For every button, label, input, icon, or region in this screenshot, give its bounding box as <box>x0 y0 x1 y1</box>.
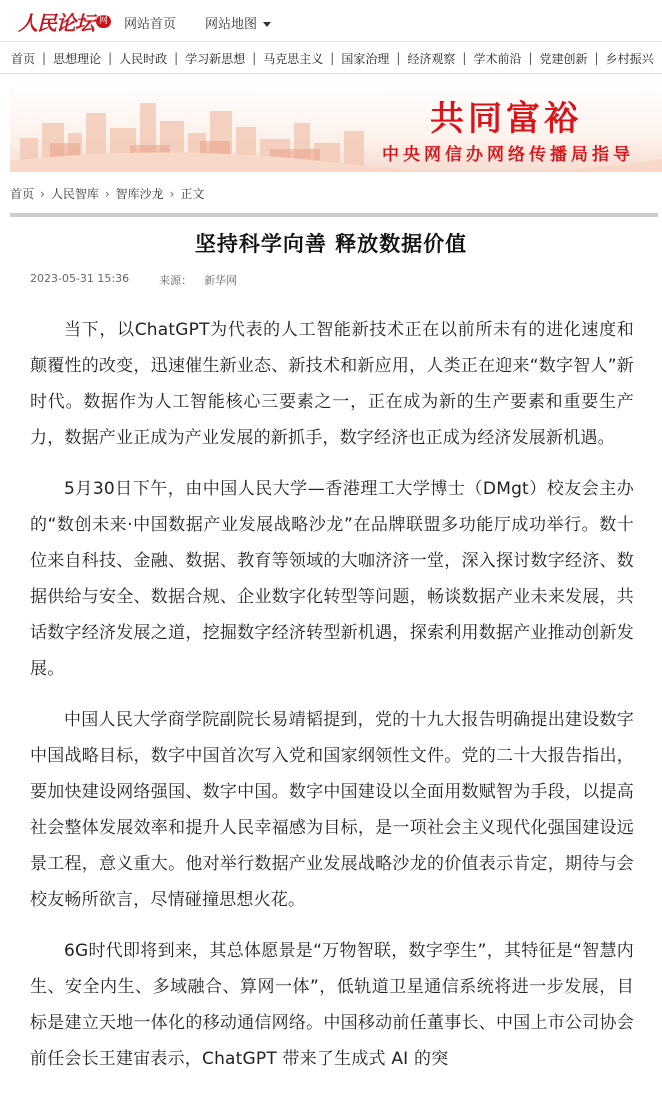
sitemap-link[interactable] <box>205 13 271 32</box>
source-label: 来源： <box>159 274 193 287</box>
site-logo[interactable] <box>18 9 111 33</box>
nav-item[interactable] <box>245 50 323 67</box>
nav-item-label[interactable]: 学术前沿 <box>473 51 522 66</box>
article-paragraph: 当下，以ChatGPT为代表的人工智能新技术正在以前所未有的进化速度和颠覆性的改变，迅速催生新业态、新技术和新应用，人类正在迎来“数字智人”新时代。数据作为人工智能核心三要素之一，正在成为新的生产要素和重要生产力，数据产业正成为产业发展的新抓手，数字经济也正成为经济发展新机遇。 <box>30 320 634 448</box>
site-home-link[interactable]: 网站首页 <box>124 17 177 32</box>
breadcrumb-item[interactable]: 人民智库 <box>50 187 99 201</box>
nav-item-label[interactable]: 学习新思想 <box>185 51 246 66</box>
main-nav <box>0 42 662 74</box>
nav-separator: | <box>528 51 533 65</box>
title-divider <box>10 213 658 217</box>
nav-separator: | <box>174 51 179 65</box>
nav-separator: | <box>108 51 113 65</box>
top-bar <box>0 0 662 42</box>
nav-item[interactable] <box>389 50 455 67</box>
nav-item[interactable] <box>521 50 587 67</box>
article-paragraph: 6G时代即将到来，其总体愿景是“万物智联，数字孪生”，其特征是“智慧内生、安全内生、多域融合、算网一体”，低轨道卫星通信系统将进一步发展，目标是建立天地一体化的移动通信网络。中国移动前任董事长、中国上市公司协会前任会长王建宙表示，ChatGPT 带来了生成式 AI 的突 <box>30 941 634 1069</box>
banner-title: 共同富裕 <box>430 99 582 139</box>
banner[interactable] <box>10 83 662 172</box>
nav-separator: | <box>462 51 467 65</box>
nav-separator: | <box>594 51 599 65</box>
chevron-right-icon: › <box>104 186 110 201</box>
nav-separator: | <box>330 51 335 65</box>
nav-item[interactable] <box>455 50 521 67</box>
article-meta <box>30 272 237 288</box>
nav-separator: | <box>252 51 257 65</box>
article-paragraph: 5月30日下午，由中国人民大学—香港理工大学博士（DMgt）校友会主办的“数创未来·中国数据产业发展战略沙龙”在品牌联盟多功能厅成功举行。数十位来自科技、金融、数据、教育等领域的大咖济济一堂，深入探讨数字经济、数据供给与安全、数据合规、企业数字化转型等问题，畅谈数据产业未来发展，共话数字经济发展之道，挖掘数字经济转型新机遇，探索利用数据产业推动创新发展。 <box>30 479 634 679</box>
article-paragraph: 中国人民大学商学院副院长易靖韬提到，党的十九大报告明确提出建设数字中国战略目标，数字中国首次写入党和国家纲领性文件。党的二十大报告指出，要加快建设网络强国、数字中国。数字中国建设以全面用数赋智为手段，以提高社会整体发展效率和提升人民幸福感为目标，是一项社会主义现代化强国建设远景工程，意义重大。他对举行数据产业发展战略沙龙的价值表示肯定，期待与会校友畅所欲言，尽情碰撞思想火花。 <box>30 710 634 910</box>
chevron-down-icon <box>263 22 271 27</box>
nav-item[interactable] <box>588 50 654 67</box>
nav-item[interactable] <box>11 50 35 67</box>
nav-item-label[interactable]: 乡村振兴 <box>605 51 654 66</box>
article-title: 坚持科学向善 释放数据价值 <box>194 232 468 256</box>
chevron-right-icon: › <box>169 186 175 201</box>
nav-item[interactable] <box>323 50 389 67</box>
chevron-right-icon: › <box>40 186 45 201</box>
nav-list <box>0 42 662 74</box>
banner-subtitle: 中央网信办网络传播局指导 <box>382 145 634 165</box>
logo-badge: 网 <box>96 15 111 28</box>
nav-item-label[interactable]: 经济观察 <box>407 51 456 66</box>
nav-item-label[interactable]: 人民时政 <box>119 51 168 66</box>
nav-item[interactable] <box>101 50 167 67</box>
nav-separator: | <box>396 51 401 65</box>
logo-text: 人民论坛 <box>18 10 94 35</box>
sitemap-label: 网站地图 <box>205 17 258 32</box>
nav-item-label[interactable]: 国家治理 <box>341 51 390 66</box>
nav-item-label[interactable]: 首页 <box>11 51 36 66</box>
nav-item-label[interactable]: 党建创新 <box>539 51 588 66</box>
nav-item-label[interactable]: 马克思主义 <box>263 51 324 66</box>
nav-separator: | <box>42 51 47 65</box>
article-body <box>30 312 634 1092</box>
breadcrumb-item: 正文 <box>180 187 205 201</box>
breadcrumb <box>10 185 205 202</box>
nav-item-label[interactable]: 思想理论 <box>53 51 102 66</box>
source-name: 新华网 <box>204 274 238 287</box>
nav-item[interactable] <box>35 50 101 67</box>
breadcrumb-item[interactable]: 首页 <box>10 187 35 201</box>
nav-item[interactable] <box>167 50 245 67</box>
publish-date: 2023-05-31 15:36 <box>30 272 130 285</box>
breadcrumb-item[interactable]: 智库沙龙 <box>115 187 164 201</box>
